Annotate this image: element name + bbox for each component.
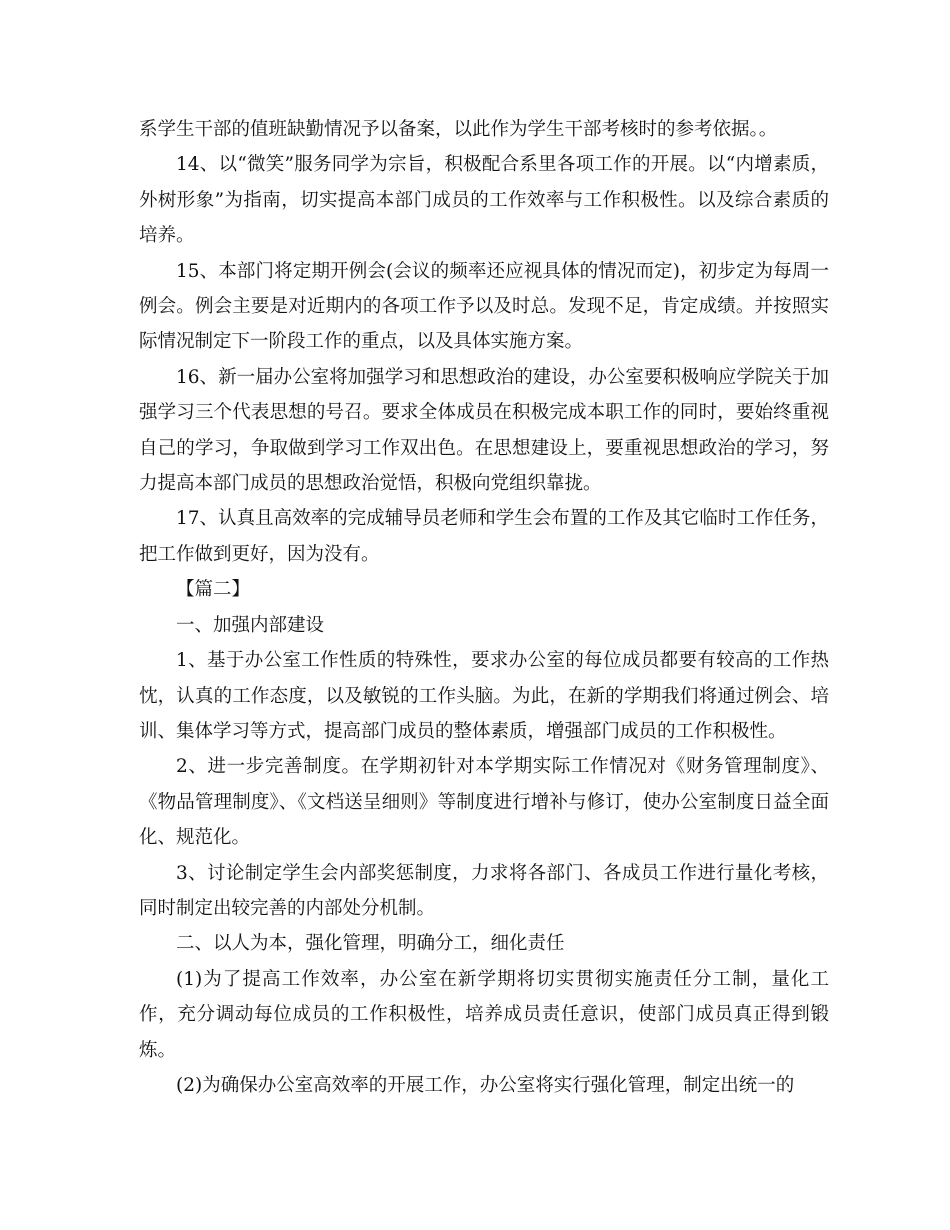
paragraph-item-15: 15、本部门将定期开例会(会议的频率还应视具体的情况而定)，初步定为每周一例会。例会主要是对近期内的各项工作予以及时总。发现不足，肯定成绩。并按照实际情况制定下一阶段工作的重点，以及具体实施方案。 [139,260,829,353]
section-heading-internal-construction: 一、加强内部建设 [176,614,325,636]
paragraph-subpoint-1: (1)为了提高工作效率，办公室在新学期将切实贯彻实施责任分工制，量化工作，充分调动每位成员的工作积极性，培养成员责任意识，使部门成员真正得到锻炼。 [139,968,829,1061]
paragraph-continuation: 系学生干部的值班缺勤情况予以备案，以此作为学生干部考核时的参考依据。。 [139,119,778,140]
paragraph-item-14: 14、以“微笑”服务同学为宗旨，积极配合系里各项工作的开展。以“内增素质，外树形象”为指南，切实提高本部门成员的工作效率与工作积极性。以及综合素质的培养。 [139,154,829,247]
paragraph-item-17: 17、认真且高效率的完成辅导员老师和学生会布置的工作及其它临时工作任务，把工作做到更好，因为没有。 [139,508,829,565]
section-heading-part-two: 【篇二】 [176,579,251,601]
paragraph-subpoint-2: (2)为确保办公室高效率的开展工作，办公室将实行强化管理，制定出统一的 [176,1074,795,1096]
document-body [139,112,829,1103]
paragraph-point-3: 3、讨论制定学生会内部奖惩制度，力求将各部门、各成员工作进行量化考核，同时制定出较完善的内部处分机制。 [139,862,829,919]
paragraph-point-2: 2、进一步完善制度。在学期初针对本学期实际工作情况对《财务管理制度》、《物品管理制度》、《文档送呈细则》等制度进行增补与修订，使办公室制度日益全面化、规范化。 [139,756,829,849]
paragraph-item-16: 16、新一届办公室将加强学习和思想政治的建设，办公室要积极响应学院关于加强学习三个代表思想的号召。要求全体成员在积极完成本职工作的同时，要始终重视自己的学习，争取做到学习工作双出色。在思想建设上，要重视思想政治的学习，努力提高本部门成员的思想政治觉悟，积极向党组织靠拢。 [139,366,829,495]
section-heading-management: 二、以人为本，强化管理，明确分工，细化责任 [176,933,565,955]
paragraph-point-1: 1、基于办公室工作性质的特殊性，要求办公室的每位成员都要有较高的工作热忱，认真的工作态度，以及敏锐的工作头脑。为此，在新的学期我们将通过例会、培训、集体学习等方式，提高部门成员的整体素质，增强部门成员的工作积极性。 [139,650,829,742]
